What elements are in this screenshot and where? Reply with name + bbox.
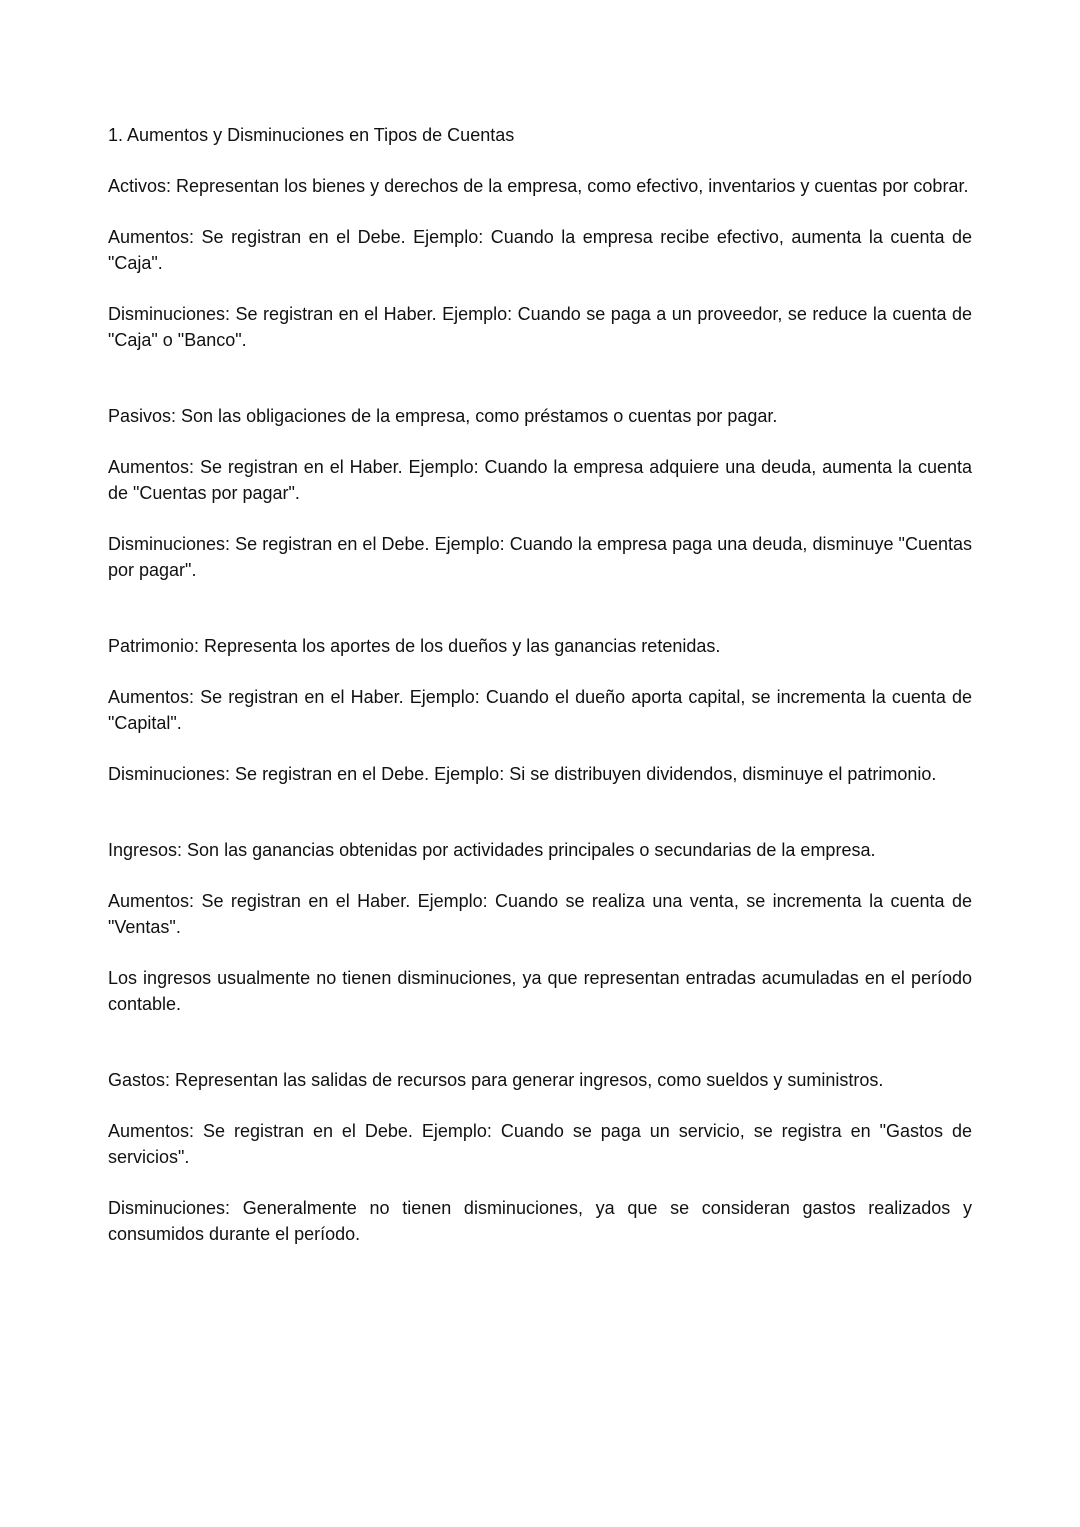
ingresos-definition: Ingresos: Son las ganancias obtenidas por actividades principales o secundarias de la empresa.: [108, 840, 876, 860]
patrimonio-increases: Aumentos: Se registran en el Haber. Ejemplo: Cuando el dueño aporta capital, se incrementa la cuenta de "Capital".: [108, 687, 972, 733]
gastos-increases: Aumentos: Se registran en el Debe. Ejemplo: Cuando se paga un servicio, se registra en "Gastos de servicios".: [108, 1121, 972, 1167]
gastos-decreases: Disminuciones: Generalmente no tienen disminuciones, ya que se consideran gastos realizados y consumidos durante el período.: [108, 1198, 972, 1244]
pasivos-definition: Pasivos: Son las obligaciones de la empresa, como préstamos o cuentas por pagar.: [108, 406, 778, 426]
document-body: [108, 122, 972, 1247]
pasivos-decreases: Disminuciones: Se registran en el Debe. Ejemplo: Cuando la empresa paga una deuda, disminuye "Cuentas por pagar".: [108, 534, 972, 580]
document-title: 1. Aumentos y Disminuciones en Tipos de Cuentas: [108, 125, 515, 145]
patrimonio-decreases: Disminuciones: Se registran en el Debe. Ejemplo: Si se distribuyen dividendos, disminuye el patrimonio.: [108, 764, 937, 784]
patrimonio-definition: Patrimonio: Representa los aportes de los dueños y las ganancias retenidas.: [108, 636, 721, 656]
activos-decreases: Disminuciones: Se registran en el Haber. Ejemplo: Cuando se paga a un proveedor, se reduce la cuenta de "Caja" o "Banco".: [108, 304, 972, 350]
activos-increases: Aumentos: Se registran en el Debe. Ejemplo: Cuando la empresa recibe efectivo, aumenta la cuenta de "Caja".: [108, 227, 972, 273]
activos-definition: Activos: Representan los bienes y derechos de la empresa, como efectivo, inventarios y cuentas por cobrar.: [108, 176, 969, 196]
ingresos-increases: Aumentos: Se registran en el Haber. Ejemplo: Cuando se realiza una venta, se incrementa la cuenta de "Ventas".: [108, 891, 972, 937]
gastos-definition: Gastos: Representan las salidas de recursos para generar ingresos, como sueldos y suministros.: [108, 1070, 884, 1090]
ingresos-decreases: Los ingresos usualmente no tienen disminuciones, ya que representan entradas acumuladas en el período contable.: [108, 968, 972, 1014]
pasivos-increases: Aumentos: Se registran en el Haber. Ejemplo: Cuando la empresa adquiere una deuda, aumenta la cuenta de "Cuentas por pagar".: [108, 457, 972, 503]
